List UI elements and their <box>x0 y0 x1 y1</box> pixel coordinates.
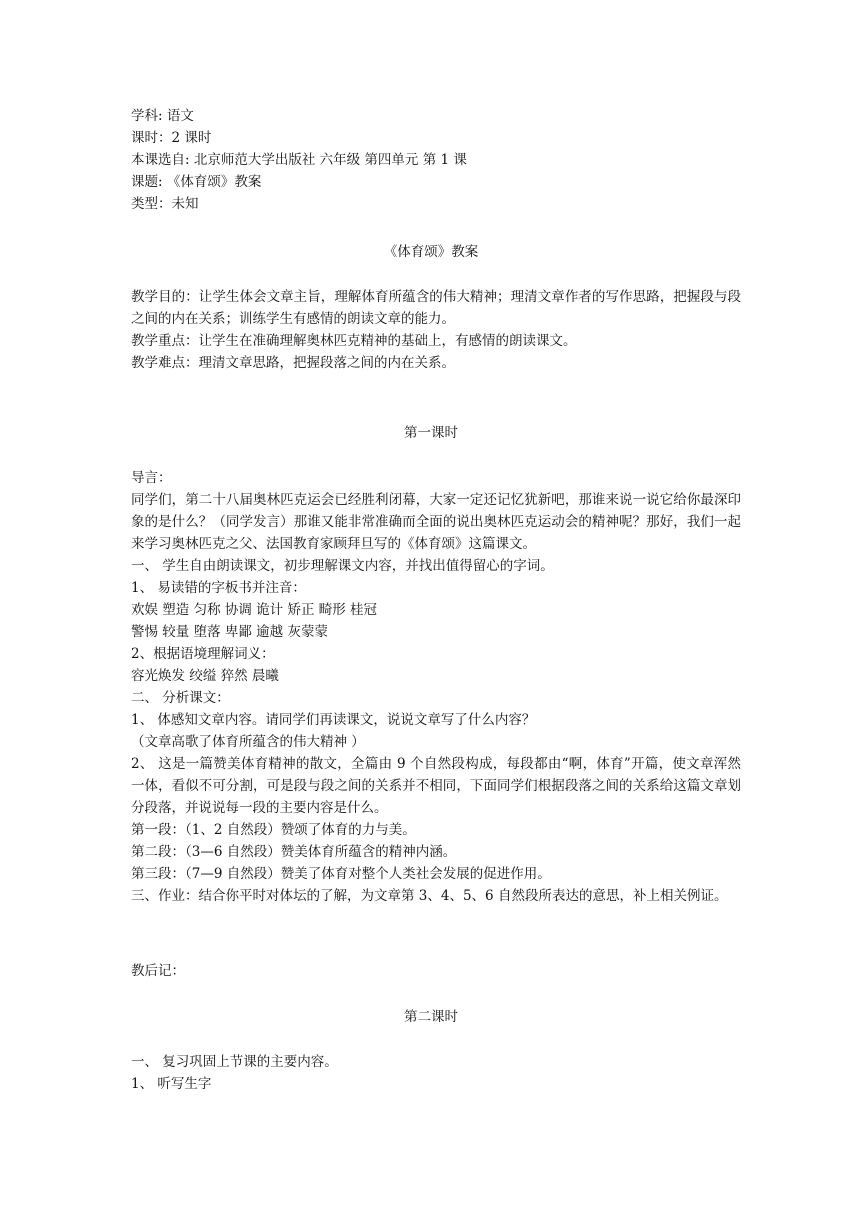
afterword-label: 教后记： <box>131 963 185 979</box>
lesson2-step1-1: 1、 听写生字 <box>131 1076 212 1092</box>
lesson2-step1: 一、 复习巩固上节课的主要内容。 <box>131 1054 338 1070</box>
teaching-focus: 教学重点：让学生在准确理解奥林匹克精神的基础上，有感情的朗读课文。 <box>131 333 577 349</box>
intro-label: 导言： <box>131 470 172 486</box>
step1-1: 1、 易读错的字板书并注音： <box>131 580 306 596</box>
vocab-row-3: 容光焕发 绞缢 猝然 晨曦 <box>131 668 279 684</box>
section-part-2: 第二段：（3—6 自然段）赞美体育所蕴含的精神内涵。 <box>131 844 457 860</box>
lesson1-body <box>131 467 741 907</box>
source-line: 本课选自: 北京师范大学出版社 六年级 第四单元 第 1 课 <box>131 152 467 168</box>
step2-1-answer: （文章高歌了体育所蕴含的伟大精神 ） <box>131 734 365 750</box>
lesson2-heading: 第二课时 <box>404 1009 458 1025</box>
teaching-goals <box>131 286 741 374</box>
document-title: 《体育颂》教案 <box>383 244 479 260</box>
step2-1: 1、 体感知文章内容。请同学们再读课文，说说文章写了什么内容？ <box>131 712 536 728</box>
section-part-3: 第三段：（7—9 自然段）赞美了体育对整个人类社会发展的促进作用。 <box>131 866 551 882</box>
vocab-row-1: 欢娱 塑造 匀称 协调 诡计 矫正 畸形 桂冠 <box>131 602 378 618</box>
type-line: 类型：未知 <box>131 196 199 212</box>
section-part-1: 第一段：（1、2 自然段）赞颂了体育的力与美。 <box>131 822 416 838</box>
teaching-difficulty: 教学难点：理清文章思路，把握段落之间的内在关系。 <box>131 355 455 371</box>
teaching-purpose: 教学目的：让学生体会文章主旨，理解体育所蕴含的伟大精神；理清文章作者的写作思路，把握段与段之间的内在关系；训练学生有感情的朗读文章的能力。 <box>131 289 741 327</box>
step1-heading: 一、 学生自由朗读课文，初步理解课文内容，并找出值得留心的字词。 <box>131 558 554 574</box>
step1-2: 2、根据语境理解词义： <box>131 646 275 662</box>
intro-text: 同学们，第二十八届奥林匹克运会已经胜利闭幕，大家一定还记忆犹新吧，那谁来说一说它给你最深印象的是什么？（同学发言）那谁又能非常准确而全面的说出奥林匹克运动会的精神呢？那好，我们一起来学习奥林匹克之父、法国教育家顾拜旦写的《体育颂》这篇课文。 <box>131 492 741 552</box>
vocab-row-2: 警惕 较量 堕落 卑鄙 逾越 灰蒙蒙 <box>131 624 328 640</box>
lesson1-heading: 第一课时 <box>404 425 458 441</box>
lesson2-body <box>131 1051 741 1095</box>
subject-line: 学科: 语文 <box>131 108 194 124</box>
topic-line: 课题: 《体育颂》教案 <box>131 174 262 190</box>
afterword <box>131 960 741 982</box>
step2-heading: 二、 分析课文： <box>131 690 230 706</box>
lesson-meta <box>131 105 741 215</box>
homework: 三、作业：结合你平时对体坛的了解，为文章第 3、4、5、6 自然段所表达的意思，补上相关例证。 <box>131 888 728 904</box>
hours-line: 课时：2 课时 <box>131 130 212 146</box>
step2-2: 2、 这是一篇赞美体育精神的散文，全篇由 9 个自然段构成，每段都由“啊，体育”开篇，使文章浑然一体，看似不可分割，可是段与段之间的关系并不相同，下面同学们根据段落之间的关系给这篇文章划分段落，并说说每一段的主要内容是什么。 <box>131 756 741 816</box>
